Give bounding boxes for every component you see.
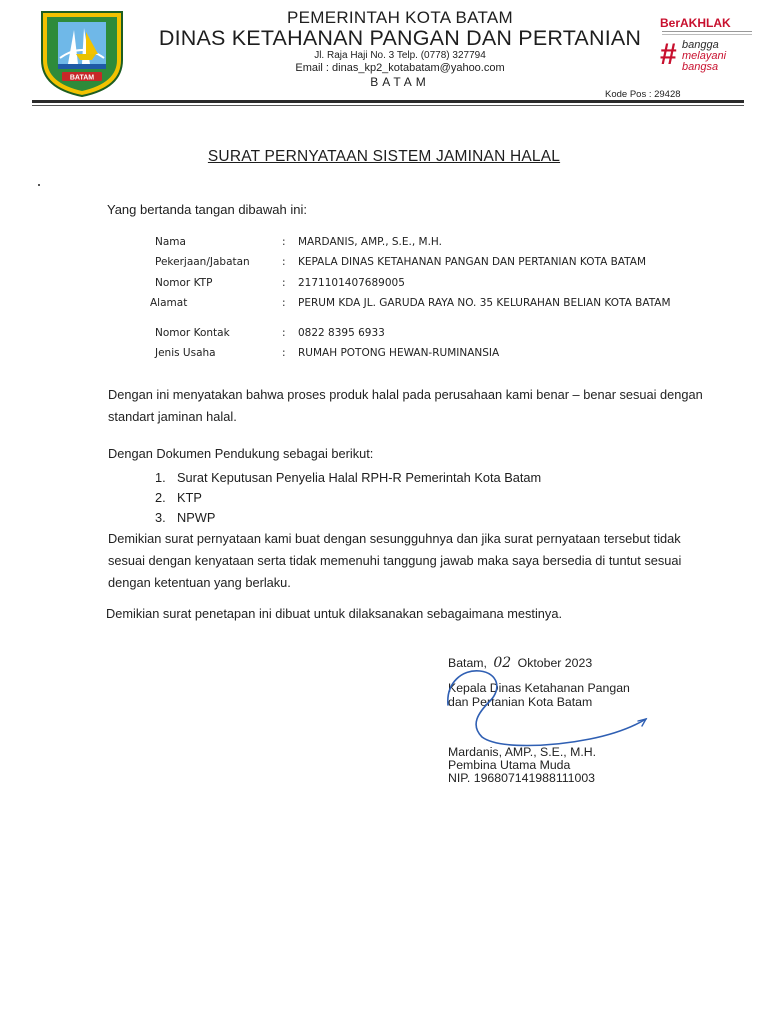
agency-name: DINAS KETAHANAN PANGAN DAN PERTANIAN — [158, 26, 642, 50]
bangga-line: melayani — [682, 50, 727, 62]
list-item-number: 1. — [155, 470, 166, 485]
government-name: PEMERINTAH KOTA BATAM — [286, 8, 514, 27]
field-label-nama: Nama — [155, 236, 186, 248]
bangga-line: bangga — [682, 39, 719, 51]
field-label-alamat: Alamat — [150, 297, 188, 309]
supporting-documents-heading: Dengan Dokumen Pendukung sebagai berikut: — [108, 446, 374, 461]
batam-city-logo — [38, 8, 126, 98]
field-colon: : — [282, 327, 286, 339]
handwritten-signature — [440, 655, 660, 750]
field-value-alamat: PERUM KDA JL. GARUDA RAYA NO. 35 KELURAHAN BELIAN KOTA BATAM — [298, 297, 671, 309]
header-divider-thin — [32, 105, 744, 106]
field-label-jenis-usaha: Jenis Usaha — [155, 347, 216, 359]
field-value-nama: MARDANIS, AMP., S.E., M.H. — [298, 236, 442, 248]
closing-paragraph: Demikian surat penetapan ini dibuat untuk dilaksanakan sebagaimana mestinya. — [106, 606, 562, 621]
field-value-kontak: 0822 8395 6933 — [298, 327, 385, 339]
signer-position-line1: Kepala Dinas Ketahanan Pangan — [448, 681, 630, 695]
agency-address: Jl. Raja Haji No. 3 Telp. (0778) 327794 — [314, 50, 486, 61]
field-colon: : — [282, 347, 286, 359]
hashtag-icon: # — [660, 38, 677, 71]
field-value-ktp: 2171101407689005 — [298, 277, 405, 289]
field-value-jabatan: KEPALA DINAS KETAHANAN PANGAN DAN PERTANIAN KOTA BATAM — [298, 256, 647, 268]
place-date-month-year: Oktober 2023 — [517, 656, 593, 670]
field-colon: : — [282, 277, 286, 289]
list-item-number: 2. — [155, 490, 166, 505]
field-colon: : — [282, 256, 286, 268]
signer-rank: Pembina Utama Muda — [448, 758, 571, 772]
document-title: SURAT PERNYATAAN SISTEM JAMINAN HALAL — [207, 148, 561, 165]
intro-text: Yang bertanda tangan dibawah ini: — [107, 202, 307, 217]
declaration-paragraph: Demikian surat pernyataan kami buat dengan sesungguhnya dan jika surat pernyataan tersebut tidak sesuai dengan kenyataan serta tidak memenuhi tanggung jawab maka saya bersedia di tuntut sesuai dengan ketentuan yang berlaku. — [108, 531, 682, 590]
list-item-number: 3. — [155, 510, 166, 525]
list-item: KTP — [177, 490, 202, 505]
field-colon: : — [282, 236, 286, 248]
place-date-prefix: Batam, — [448, 656, 487, 670]
field-value-jenis-usaha: RUMAH POTONG HEWAN-RUMINANSIA — [298, 347, 500, 359]
bangga-melayani-bangsa-logo — [682, 40, 726, 73]
signer-name: Mardanis, AMP., S.E., M.H. — [448, 745, 597, 759]
scan-speck — [38, 184, 40, 186]
field-colon: : — [282, 297, 286, 309]
signer-nip: NIP. 196807141988111003 — [448, 771, 596, 785]
field-label-kontak: Nomor Kontak — [155, 327, 230, 339]
agency-email: Email : dinas_kp2_kotabatam@yahoo.com — [295, 62, 505, 74]
signer-position-line2: dan Pertanian Kota Batam — [448, 695, 593, 709]
berakhlak-tagline-lines — [662, 31, 752, 35]
field-label-jabatan: Pekerjaan/Jabatan — [155, 256, 250, 268]
header-divider — [32, 100, 744, 103]
bangga-line: bangsa — [682, 61, 719, 73]
logo-text: BATAM — [69, 74, 95, 82]
list-item: Surat Keputusan Penyelia Halal RPH-R Pemerintah Kota Batam — [177, 470, 542, 485]
handwritten-day: 02 — [493, 655, 512, 671]
berakhlak-logo: BerAKHLAK — [660, 16, 731, 30]
field-label-ktp: Nomor KTP — [155, 277, 213, 289]
list-item: NPWP — [177, 510, 216, 525]
statement-paragraph: Dengan ini menyatakan bahwa proses produk halal pada perusahaan kami benar – benar sesuai dengan standart jaminan halal. — [108, 387, 703, 424]
postal-code: Kode Pos : 29428 — [605, 89, 681, 100]
agency-city: BATAM — [370, 75, 430, 89]
